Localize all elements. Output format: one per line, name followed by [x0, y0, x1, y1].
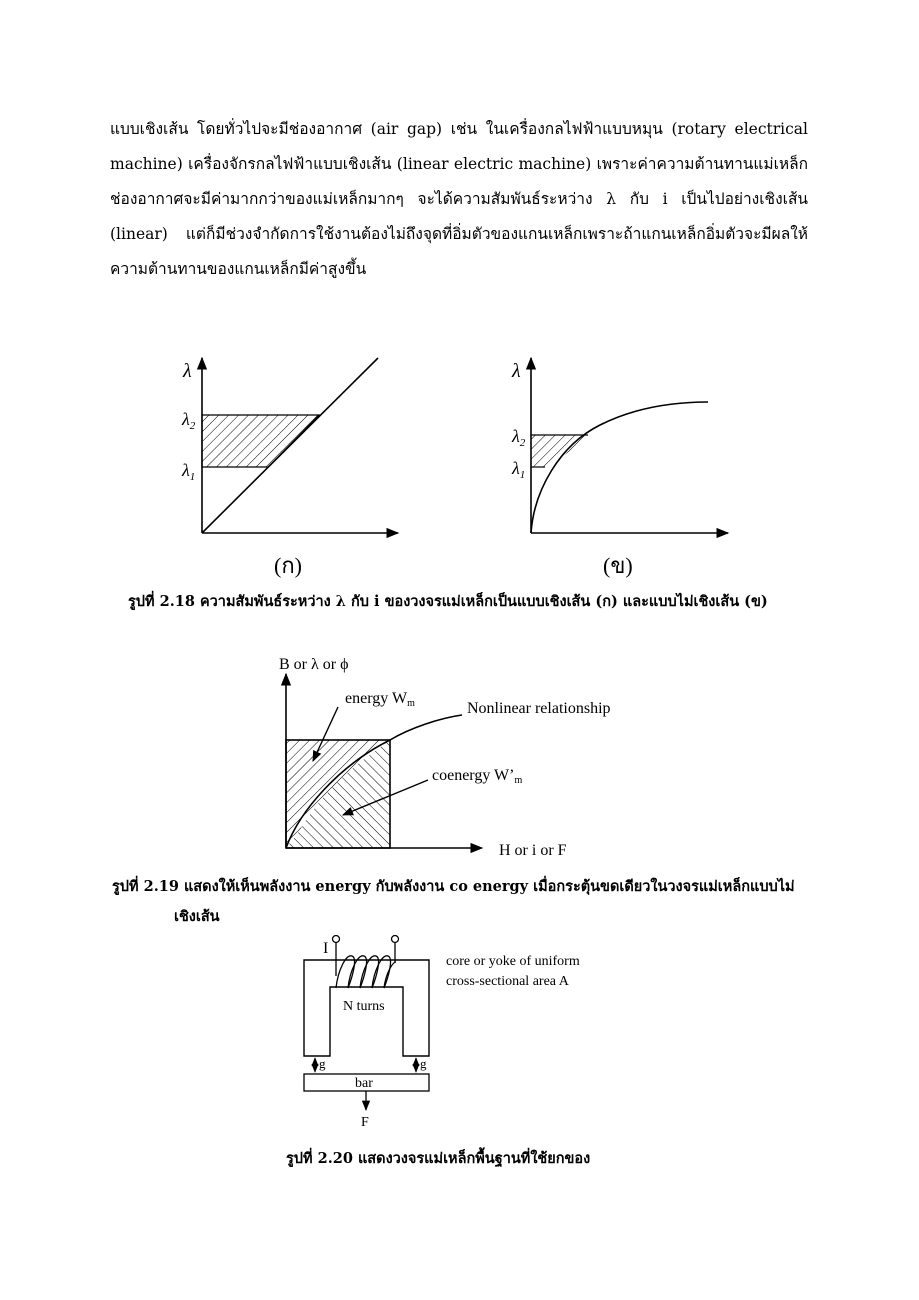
- fig219-coenergy-label: coenergy W’m: [432, 767, 523, 786]
- fig218-right-l2: $\lambda_2$: [512, 426, 526, 449]
- fig218-right-l1: $\lambda_1$: [512, 458, 526, 481]
- fig220-caption: รูปที่ 2.20 แสดงวงจรแม่เหล็กพื้นฐานที่ใช้ยกของ: [286, 1150, 591, 1167]
- fig220-bar-label: bar: [355, 1076, 373, 1091]
- fig218-left-l1: $\lambda_1$: [182, 460, 196, 483]
- fig219-y-axis-label: B or λ or ϕ: [279, 656, 349, 673]
- fig218-right-y-label: λ: [512, 360, 521, 382]
- fig220-terminal-left: [333, 936, 340, 943]
- fig218-left-y-label: λ: [183, 360, 192, 382]
- fig220-force-label: F: [361, 1115, 369, 1130]
- fig218-right-panel-label: (ข): [603, 553, 633, 578]
- paragraph-line: (linear) แต่ก็มีช่วงจำกัดการใช้งานต้องไม่ถึงจุดที่อิ่มตัวของแกนเหล็กเพราะถ้าแกนเหล็กอิ่มตัวจะมีผลให้: [110, 225, 808, 243]
- fig219-energy-label: energy Wm: [345, 690, 415, 709]
- paragraph-line: ช่องอากาศจะมีค่ามากกว่าของแม่เหล็กมากๆ จะได้ความสัมพันธ์ระหว่าง λ กับ i เป็นไปอย่างเชิงเส้น: [110, 190, 808, 208]
- fig219-curve-label: Nonlinear relationship: [467, 700, 611, 717]
- fig219-x-axis-label: H or i or F: [499, 842, 567, 859]
- fig218-left-l2: $\lambda_2$: [182, 409, 196, 432]
- fig220-current-label: I: [323, 940, 329, 957]
- fig218-caption: รูปที่ 2.18 ความสัมพันธ์ระหว่าง λ กับ i ของวงจรแม่เหล็กเป็นแบบเชิงเส้น (ก) และแบบไม่เชิงเส้น (ข): [128, 593, 768, 610]
- fig220-core-label-1: core or yoke of uniform: [446, 954, 580, 969]
- fig219-caption-line1: รูปที่ 2.19 แสดงให้เห็นพลังงาน energy กับพลังงาน co energy เมื่อกระตุ้นขดเดียวในวงจรแม่เหล็กแบบไม่: [112, 878, 795, 895]
- fig220-gap-label-right: g: [420, 1056, 427, 1071]
- fig220-terminal-right: [392, 936, 399, 943]
- fig220-turns-label: N turns: [343, 999, 385, 1014]
- fig218-left-panel-label: (ก): [274, 553, 302, 578]
- fig220-gap-label-left: g: [319, 1056, 326, 1071]
- fig219-caption-line2: เชิงเส้น: [174, 908, 220, 925]
- fig220-core-label-2: cross-sectional area A: [446, 974, 569, 989]
- paragraph-line: machine) เครื่องจักรกลไฟฟ้าแบบเชิงเส้น (linear electric machine) เพราะค่าความต้านทานแม่เหล็ก: [110, 155, 808, 173]
- paragraph-line: แบบเชิงเส้น โดยทั่วไปจะมีช่องอากาศ (air gap) เช่น ในเครื่องกลไฟฟ้าแบบหมุน (rotary electrical: [110, 120, 808, 138]
- paragraph-line: ความต้านทานของแกนเหล็กมีค่าสูงขึ้น: [110, 260, 367, 278]
